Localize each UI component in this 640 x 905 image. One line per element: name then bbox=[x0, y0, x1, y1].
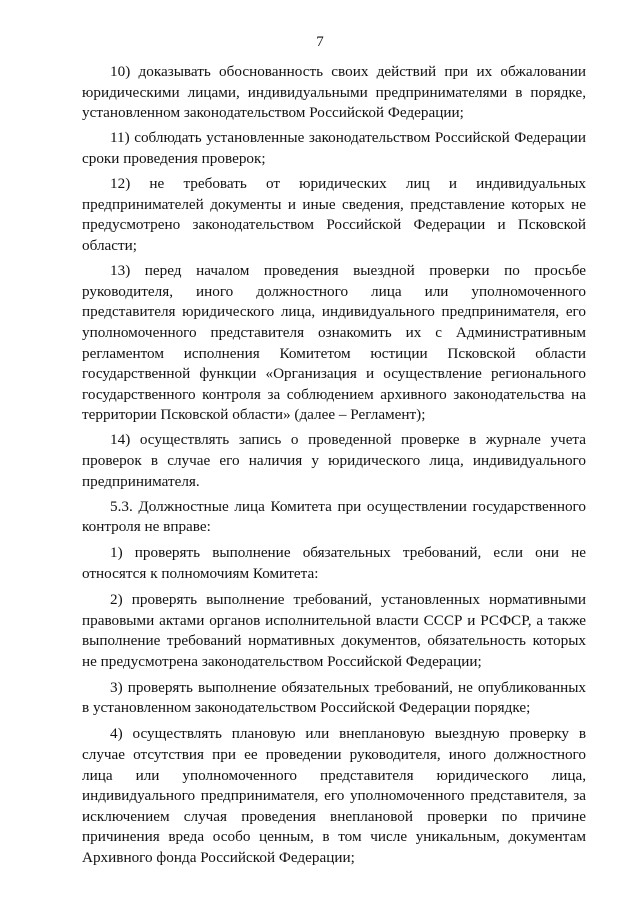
paragraph-item-10: 10) доказывать обоснованность своих действий при их обжаловании юридическими лицами, индивидуальными предпринимателями в порядке, установленном законодательством Российской Федерации; bbox=[82, 63, 586, 122]
paragraph-item-12: 12) не требовать от юридических лиц и индивидуальных предпринимателей документы и иные сведения, представление которых не предусмотрено законодательством Российской Федерации и Псковской области; bbox=[82, 175, 586, 254]
paragraph-prohibition-2: 2) проверять выполнение требований, установленных нормативными правовыми актами органов исполнительной власти СССР и РСФСР, а также выполнение требований нормативных документов, обязательность которых не предусмотрена законодательством Российской Федерации; bbox=[82, 591, 586, 670]
page-number: 7 bbox=[316, 34, 324, 50]
paragraph-prohibition-3: 3) проверять выполнение обязательных требований, не опубликованных в установленном законодательством Российской Федерации порядке; bbox=[82, 678, 586, 717]
paragraph-prohibition-1: 1) проверять выполнение обязательных требований, если они не относятся к полномочиям Комитета: bbox=[82, 544, 586, 583]
paragraph-section-5-3: 5.3. Должностные лица Комитета при осуществлении государственного контроля не вправе: bbox=[82, 497, 586, 536]
paragraph-prohibition-4: 4) осуществлять плановую или внеплановую выездную проверку в случае отсутствия при ее проведении руководителя, иного должностного лица или уполномоченного представителя юридического лица, индивидуального предпринимателя, его уполномоченного представителя, за исключением случая проведения внеплановой проверки по причине причинения вреда особо ценным, в том числе уникальным, документам Архивного фонда Российской Федерации; bbox=[82, 725, 586, 866]
paragraph-item-13: 13) перед началом проведения выездной проверки по просьбе руководителя, иного должностного лица или уполномоченного представителя юридического лица, индивидуального предпринимателя, его уполномоченного представителя ознакомить их с Административным регламентом исполнения Комитетом юстиции Псковской области государственной функции «Организация и осуществление регионального государственного контроля за соблюдением архивного законодательства на территории Псковской области» (далее – Регламент); bbox=[82, 262, 586, 424]
paragraph-item-14: 14) осуществлять запись о проведенной проверке в журнале учета проверок в случае его наличия у юридического лица, индивидуального предпринимателя. bbox=[82, 431, 586, 490]
paragraph-item-11: 11) соблюдать установленные законодательством Российской Федерации сроки проведения проверок; bbox=[82, 129, 586, 167]
document-body bbox=[82, 62, 586, 873]
